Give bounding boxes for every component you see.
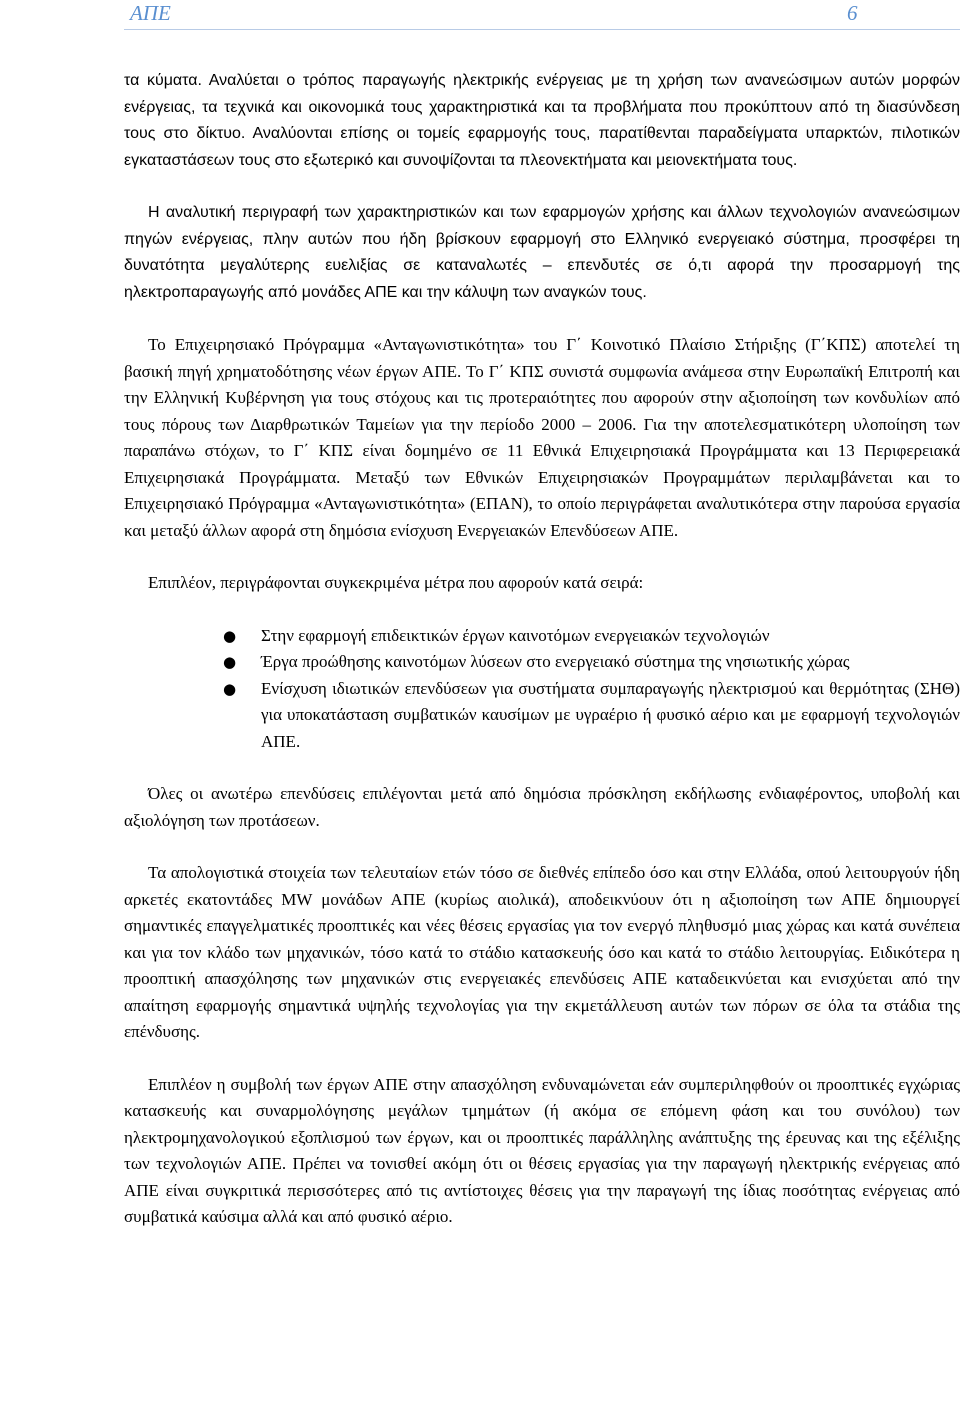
paragraph-3: Το Επιχειρησιακό Πρόγραμμα «Ανταγωνιστικότητα» του Γ΄ Κοινοτικό Πλαίσιο Στήριξης (Γ΄ΚΠΣ) αποτελεί τη βασική πηγή χρηματοδότησης νέων έργων ΑΠΕ. Το Γ΄ ΚΠΣ συνιστά συμφωνία ανάμεσα στην Ευρωπαϊκή Επιτροπή και την Ελληνική Κυβέρνηση για τους στόχους και τις προτεραιότητες που αφορούν στην αξιοποίηση των κονδυλίων από τους πόρους των Διαρθρωτικών Ταμείων για την περίοδο 2000 – 2006. Για την αποτελεσματικότερη υλοποίηση των παραπάνω στόχων, το Γ΄ ΚΠΣ είναι δομημένο σε 11 Εθνικά Επιχειρησιακά Προγράμματα και 13 Περιφερειακά Επιχειρησιακά Προγράμματα. Μεταξύ των Εθνικών Επιχειρησιακών Προγραμμάτων περιλαμβάνεται και το Επιχειρησιακό Πρόγραμμα «Ανταγωνιστικότητα» (ΕΠΑΝ), το οποίο περιγράφεται αναλυτικότερα στην παρούσα εργασία και μεταξύ άλλων αφορά στη δημόσια ενίσχυση Ενεργειακών Επενδύσεων ΑΠΕ. — [124, 335, 960, 540]
list-item — [124, 676, 960, 756]
list-item-text: Έργα προώθησης καινοτόμων λύσεων στο ενεργειακό σύστημα της νησιωτικής χώρας — [261, 652, 850, 671]
paragraph-6: Τα απολογιστικά στοιχεία των τελευταίων ετών τόσο σε διεθνές επίπεδο όσο και στην Ελλάδα, οπού λειτουργούν ήδη αρκετές εκατοντάδες MW μονάδων ΑΠΕ (κυρίως αιολικά), αποδεικνύουν ότι η αξιοποίηση των ΑΠΕ δημιουργεί σημαντικές επαγγελματικές προοπτικές και νέες θέσεις εργασίας για τον ενεργό πληθυσμό μιας χώρας και κατά συνέπεια και για τον κλάδο των μηχανικών, τόσο κατά το στάδιο κατασκευής όσο και κατά το στάδιο λειτουργίας. Ειδικότερα η προοπτική απασχόλησης των μηχανικών στις ενεργειακές επενδύσεις ΑΠΕ καταδεικνύεται και ενισχύεται από την απαίτηση εφαρμογής σημαντικά υψηλής τεχνολογίας για την εκμετάλλευση αυτών των πόρων σε όλα τα στάδια της επένδυσης. — [124, 863, 960, 1041]
bullet-icon: ● — [223, 626, 237, 645]
paragraph-2: Η αναλυτική περιγραφή των χαρακτηριστικών και των εφαρμογών χρήσης και άλλων τεχνολογιών ανανεώσιμων πηγών ενέργειας, πλην αυτών που ήδη βρίσκουν εφαρμογή στο Ελληνικό ενεργειακό σύστημα, προσφέρει τη δυνατότητα μεγαλύτερης ευελιξίας σε καταναλωτές – επενδυτές σε ό,τι αφορά την προσαρμογή της ηλεκτροπαραγωγής από μονάδες ΑΠΕ και την κάλυψη των αναγκών τους. — [124, 204, 960, 301]
list-item — [124, 623, 960, 650]
paragraph-gap — [124, 544, 960, 570]
page-number: 6 — [847, 1, 858, 25]
page-header — [124, 0, 960, 32]
document-body — [124, 68, 960, 1231]
bullet-icon: ● — [223, 679, 237, 698]
paragraph-1: τα κύματα. Αναλύεται ο τρόπος παραγωγής ηλεκτρικής ενέργειας με τη χρήση των ανανεώσιμων αυτών μορφών ενέργειας, τα τεχνικά και οικονομικά τους χαρακτηριστικά και τα προβλήματα που προκύπτουν από τη διασύνδεση τους στο δίκτυο. Αναλύονται επίσης οι τομείς εφαρμογής τους, παρατίθενται παραδείγματα υπαρκτών, πιλοτικών εγκαταστάσεων τους στο εξωτερικό και συνοψίζονται τα πλεονεκτήματα και μειονεκτήματα τους. — [124, 72, 960, 169]
paragraph-gap — [124, 597, 960, 623]
list-item — [124, 649, 960, 676]
list-item-text: Ενίσχυση ιδιωτικών επενδύσεων για συστήματα συμπαραγωγής ηλεκτρισμού και θερμότητας (ΣΗΘ) για υποκατάσταση συμβατικών καυσίμων με υγραέριο ή φυσικό αέριο και με εφαρμογή τεχνολογιών ΑΠΕ. — [261, 678, 960, 751]
paragraph-gap — [124, 1046, 960, 1072]
paragraph-gap — [124, 834, 960, 860]
paragraph-7: Επιπλέον η συμβολή των έργων ΑΠΕ στην απασχόληση ενδυναμώνεται εάν συμπεριληφθούν οι προοπτικές εγχώριας κατασκευής και συναρμολόγησης μεγάλων τμημάτων (ή ακόμα σε επόμενη φάση και του συνόλου) των ηλεκτρομηχανολογικού εξοπλισμού των έργων, και οι προοπτικές παράλληλης ανάπτυξης της έρευνας και της εξέλιξης των τεχνολογιών ΑΠΕ. Πρέπει να τονισθεί ακόμη ότι οι θέσεις εργασίας για την παραγωγή ηλεκτρικής ενέργειας από ΑΠΕ είναι συγκριτικά περισσότερες από τις αντίστοιχες θέσεις για την παραγωγή της ίδιας ποσότητας ενέργειας από συμβατικά καύσιμα αλλά και από φυσικό αέριο. — [124, 1074, 960, 1226]
paragraph-5: Όλες οι ανωτέρω επενδύσεις επιλέγονται μετά από δημόσια πρόσκληση εκδήλωσης ενδιαφέροντος, υποβολή και αξιολόγηση των προτάσεων. — [124, 784, 960, 830]
header-title: ΑΠΕ — [130, 1, 171, 25]
bullet-icon: ● — [223, 653, 237, 671]
paragraph-gap — [124, 306, 960, 332]
paragraph-gap — [124, 174, 960, 200]
header-rule — [124, 29, 960, 30]
list-item-text: Στην εφαρμογή επιδεικτικών έργων καινοτόμων ενεργειακών τεχνολογιών — [261, 625, 770, 645]
paragraph-gap — [124, 755, 960, 781]
paragraph-4: Επιπλέον, περιγράφονται συγκεκριμένα μέτρα που αφορούν κατά σειρά: — [148, 573, 644, 592]
measures-list — [124, 623, 960, 756]
